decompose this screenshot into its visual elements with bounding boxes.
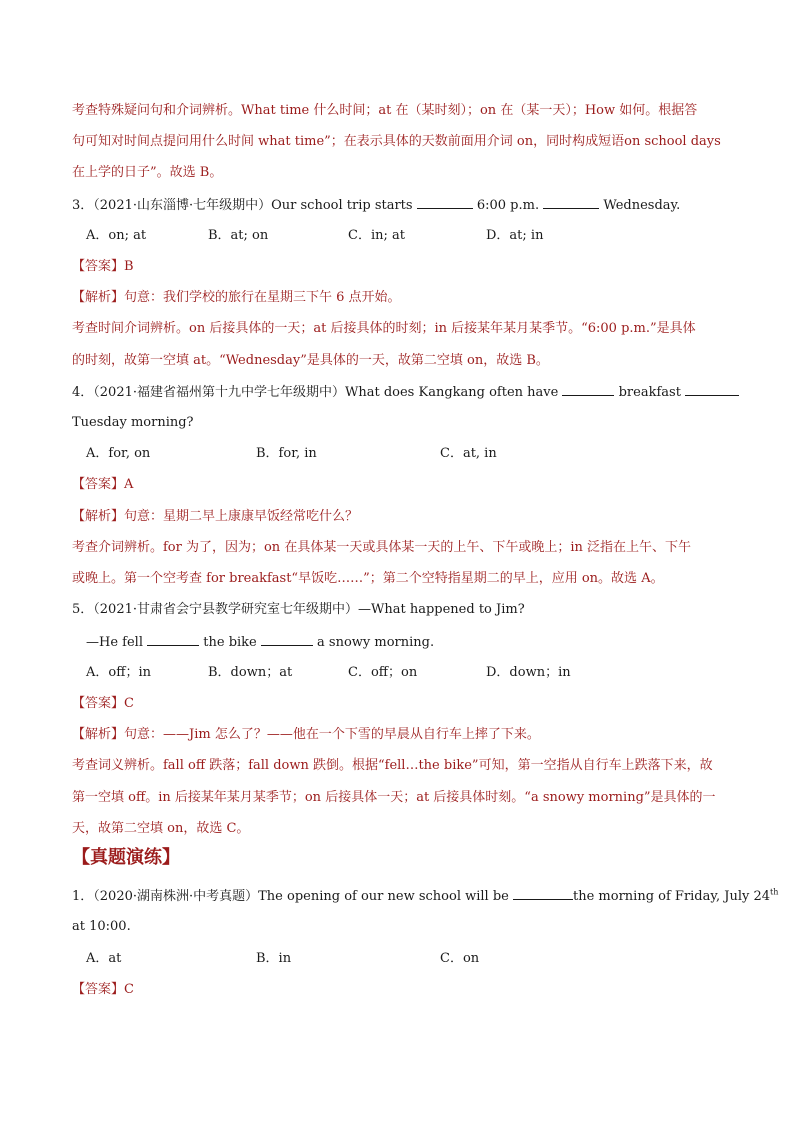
q5-stem-b1: —He fell	[86, 635, 143, 650]
r1-stem-a: The opening of our new school will be	[258, 889, 509, 904]
q3-stem-b: 6:00 p.m.	[476, 198, 540, 213]
r1-stem	[72, 887, 778, 906]
q3-answer	[72, 258, 134, 276]
q4-analysis-line-1: 句意：星期二早上康康早饭经常吃什么？	[124, 509, 359, 524]
q5-option-a: A．off；in	[86, 665, 151, 680]
q4-stem-b: breakfast	[618, 385, 681, 400]
q5-analysis-tag: 【解析】	[72, 727, 125, 742]
intro-line-1: 考查特殊疑问句和介词辨析。What time 什么时间；at 在（某时刻）；on 在（某一天）；How 如何。根据答	[72, 103, 698, 118]
q3-analysis-tag: 【解析】	[72, 290, 125, 305]
q4-stem-c: Tuesday morning?	[72, 415, 194, 430]
intro-line-3: 在上学的日子”。故选 B。	[72, 165, 223, 180]
q4-option-b: B．for, in	[256, 446, 317, 461]
q3-analysis-line-2: 考查时间介词辨析。on 后接具体的一天；at 后接具体的时刻；in 后接某年某月某季节。“6:00 p.m.”是具体	[72, 321, 696, 336]
q5-analysis-line-4: 天，故第二空填 on，故选 C。	[72, 821, 250, 836]
q4-blank-1	[562, 383, 614, 396]
q5-stem	[72, 601, 525, 619]
q3-answer-tag: 【答案】	[72, 259, 125, 274]
q5-blank-1	[147, 633, 199, 646]
q5-analysis-line-3: 第一空填 off。in 后接某年某月某季节；on 后接具体一天；at 后接具体时刻。“a snowy morning”是具体的一	[72, 790, 716, 805]
q4-analysis-line-3: 或晚上。第一个空考查 for breakfast“早饭吃……”；第二个空特指星期二的早上，应用 on。故选 A。	[72, 571, 664, 586]
r1-blank-1	[513, 887, 573, 900]
q3-option-c: C．in; at	[348, 228, 405, 243]
q5-stem-b3: a snowy morning.	[317, 635, 435, 650]
q3-stem-c: Wednesday.	[603, 198, 681, 213]
q4-stem-a: What does Kangkang often have	[345, 385, 559, 400]
q5-answer-value: C	[124, 696, 134, 711]
q5-analysis	[72, 726, 540, 744]
q5-option-b: B．down；at	[208, 665, 293, 680]
r1-answer-tag: 【答案】	[72, 982, 125, 997]
q3-blank-2	[543, 196, 599, 209]
q3-analysis-line-3: 的时刻，故第一空填 at。“Wednesday”是具体的一天，故第二空填 on，故选 B。	[72, 353, 549, 368]
q5-analysis-line-2: 考查词义辨析。fall off 跌落；fall down 跌倒。根据“fell…the bike”可知，第一空指从自行车上跌落下来，故	[72, 758, 713, 773]
q5-stem-line-2	[86, 633, 434, 652]
q4-answer	[72, 476, 133, 494]
q4-answer-value: A	[124, 477, 134, 492]
q5-option-c: C．off；on	[348, 665, 418, 680]
q4-analysis-tag: 【解析】	[72, 509, 125, 524]
r1-source: 1．（2020·湖南株洲·中考真题）	[72, 889, 259, 904]
q4-blank-2	[685, 383, 739, 396]
q3-source: 3．（2021·山东淄博·七年级期中）	[72, 198, 272, 213]
r1-option-a: A．at	[86, 951, 122, 966]
q5-option-d: D．down；in	[486, 665, 571, 680]
q5-stem-a: —What happened to Jim?	[358, 602, 525, 617]
q4-option-a: A．for, on	[86, 446, 151, 461]
q3-option-b: B．at; on	[208, 228, 269, 243]
q3-analysis	[72, 289, 401, 307]
q5-blank-2	[261, 633, 313, 646]
q3-blank-1	[417, 196, 473, 209]
q5-answer-tag: 【答案】	[72, 696, 125, 711]
q5-stem-b2: the bike	[203, 635, 257, 650]
q5-analysis-line-1: 句意：——Jim 怎么了？——他在一个下雪的早晨从自行车上摔了下来。	[124, 727, 540, 742]
r1-stem-sup: th	[770, 887, 779, 897]
q3-answer-value: B	[124, 259, 134, 274]
q4-source: 4．（2021·福建省福州第十九中学七年级期中）	[72, 385, 345, 400]
r1-stem-c: at 10:00.	[72, 919, 131, 934]
q4-analysis	[72, 508, 358, 526]
q3-stem-a: Our school trip starts	[271, 198, 413, 213]
q3-option-d: D．at; in	[486, 228, 544, 243]
r1-answer-value: C	[124, 982, 134, 997]
r1-option-b: B．in	[256, 951, 292, 966]
q4-analysis-line-2: 考查介词辨析。for 为了，因为；on 在具体某一天或具体某一天的上午、下午或晚上；in 泛指在上午、下午	[72, 540, 691, 555]
q4-option-c: C．at, in	[440, 446, 497, 461]
r1-answer	[72, 981, 134, 999]
r1-option-c: C．on	[440, 951, 480, 966]
section-header: 【真题演练】	[72, 847, 180, 868]
q4-stem	[72, 383, 739, 402]
r1-stem-b: the morning of Friday, July 24	[573, 889, 771, 904]
q4-answer-tag: 【答案】	[72, 477, 125, 492]
q5-source: 5．（2021·甘肃省会宁县教学研究室七年级期中）	[72, 602, 358, 617]
q3-option-a: A．on; at	[86, 228, 147, 243]
q3-stem	[72, 196, 680, 215]
q3-analysis-line-1: 句意：我们学校的旅行在星期三下午 6 点开始。	[124, 290, 401, 305]
q5-answer	[72, 695, 134, 713]
intro-line-2: 句可知对时间点提问用什么时间 what time”；在表示具体的天数前面用介词 on，同时构成短语on school days	[72, 134, 721, 149]
